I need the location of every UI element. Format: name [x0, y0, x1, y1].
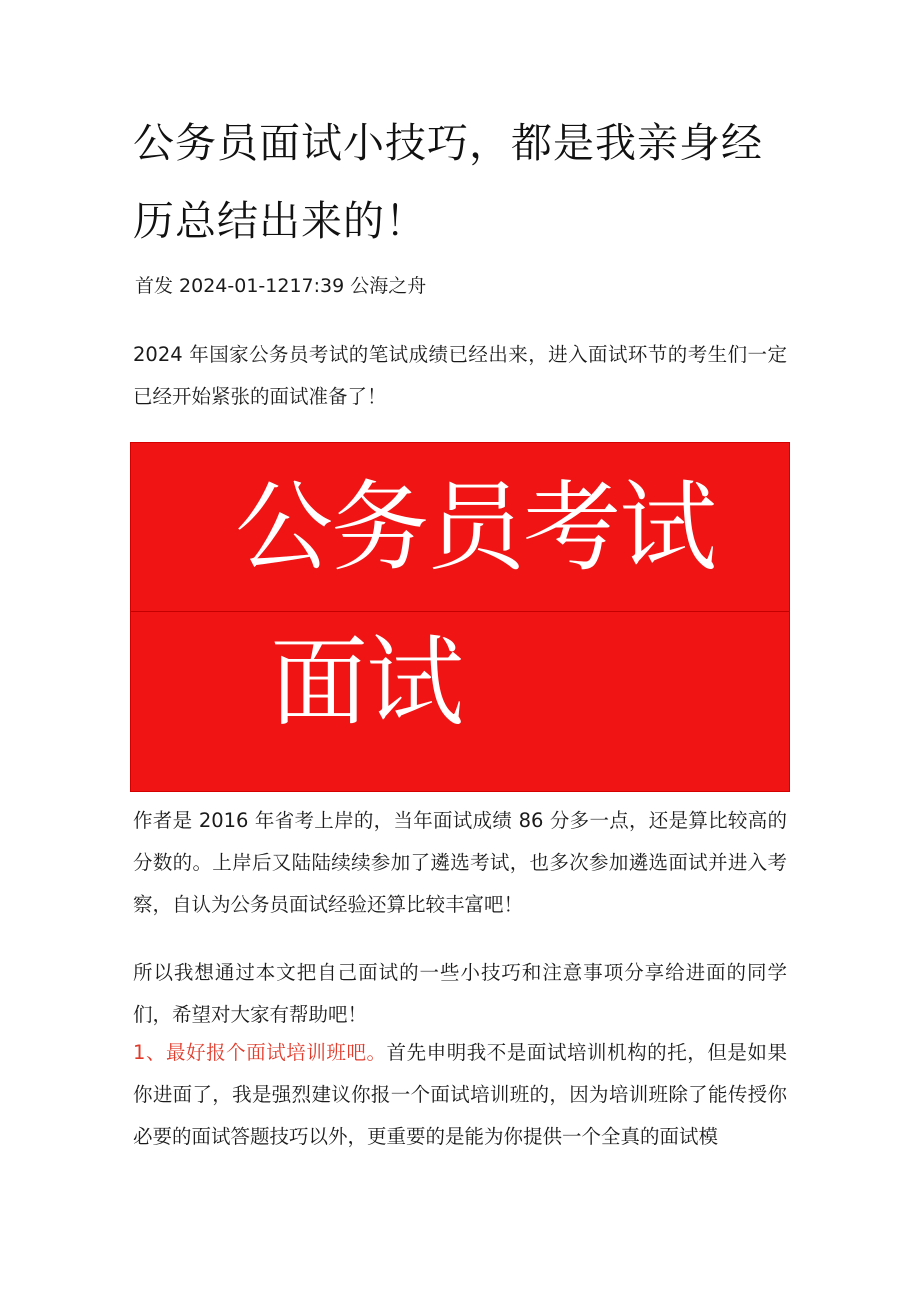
share-paragraph: 所以我想通过本文把自己面试的一些小技巧和注意事项分享给进面的同学们，希望对大家有帮助吧！ — [133, 961, 787, 1026]
banner-line-2: 面试 — [269, 626, 462, 740]
banner-line-1: 公务员考试 — [234, 471, 715, 585]
author-paragraph: 作者是 2016 年省考上岸的，当年面试成绩 86 分多一点，还是算比较高的分数的。上岸后又陆陆续续参加了遴选考试，也多次参加遴选面试并进入考察，自认为公务员面试经验还算比较丰富吧！ — [133, 809, 787, 916]
tip-1-paragraph — [133, 1032, 787, 1158]
tip-1-heading: 1、最好报个面试培训班吧。 — [133, 1041, 387, 1064]
article-meta: 首发 2024-01-1217:39 公海之舟 — [135, 275, 427, 297]
banner-divider — [131, 611, 789, 612]
tip-1-body: 首先申明我不是面试培训机构的托，但是如果你进面了，我是强烈建议你报一个面试培训班的，因为培训班除了能传授你必要的面试答题技巧以外，更重要的是能为你提供一个全真的面试模 — [133, 1041, 787, 1148]
banner-image — [130, 442, 790, 792]
intro-paragraph: 2024 年国家公务员考试的笔试成绩已经出来，进入面试环节的考生们一定已经开始紧张的面试准备了！ — [133, 343, 787, 408]
article-title: 公务员面试小技巧，都是我亲身经历总结出来的！ — [133, 119, 763, 245]
